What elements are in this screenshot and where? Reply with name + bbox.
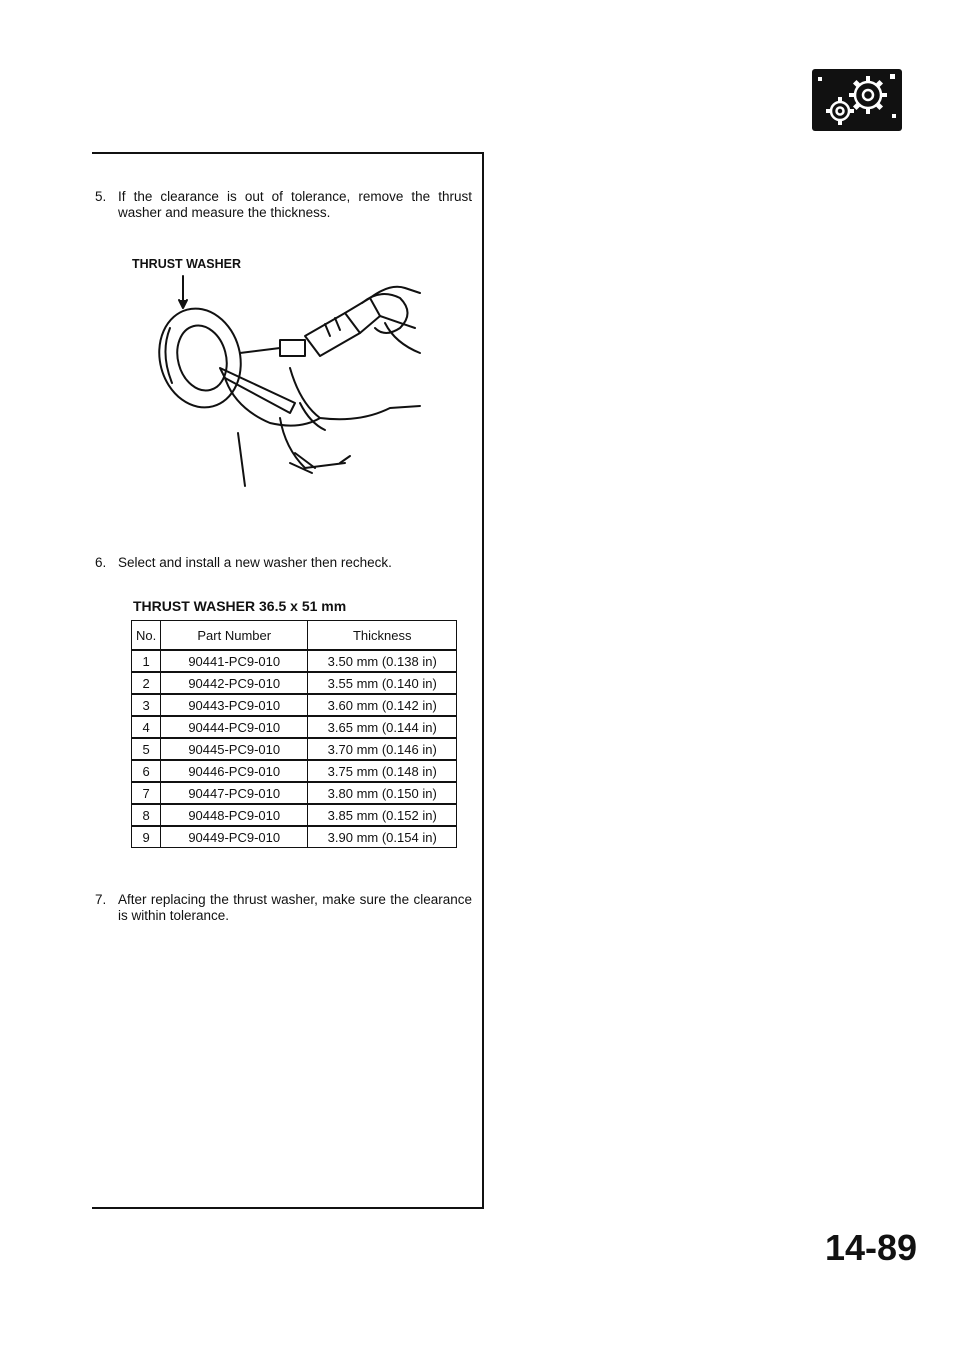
- table-row: [132, 738, 457, 760]
- row-no: 9: [132, 826, 161, 848]
- header-thickness: Thickness: [308, 621, 457, 651]
- gears-icon: [812, 69, 902, 131]
- table-row: [132, 804, 457, 826]
- header-part-number: Part Number: [161, 621, 308, 651]
- step-number: 7.: [95, 892, 107, 907]
- frame-top-rule: [92, 152, 484, 154]
- page-number: 14-89: [825, 1227, 918, 1268]
- row-part-number: 90446-PC9-010: [161, 760, 308, 782]
- step-number: 5.: [95, 189, 107, 204]
- table-row: [132, 716, 457, 738]
- thrust-washer-table: [131, 620, 457, 848]
- row-part-number: 90441-PC9-010: [161, 650, 308, 672]
- table-row: [132, 650, 457, 672]
- row-part-number: 90443-PC9-010: [161, 694, 308, 716]
- step-text: After replacing the thrust washer, make sure the clearance is within tolerance.: [118, 892, 472, 923]
- row-thickness: 3.85 mm (0.152 in): [308, 804, 457, 826]
- row-no: 2: [132, 672, 161, 694]
- row-thickness: 3.90 mm (0.154 in): [308, 826, 457, 848]
- row-no: 6: [132, 760, 161, 782]
- row-no: 7: [132, 782, 161, 804]
- micrometer-measuring-washer-illustration: [130, 258, 440, 488]
- table-row: [132, 782, 457, 804]
- step-number: 6.: [95, 555, 107, 570]
- row-thickness: 3.55 mm (0.140 in): [308, 672, 457, 694]
- step-text: If the clearance is out of tolerance, remove the thrust washer and measure the thickness.: [118, 189, 472, 220]
- row-part-number: 90445-PC9-010: [161, 738, 308, 760]
- row-no: 3: [132, 694, 161, 716]
- frame-bottom-rule: [92, 1207, 484, 1209]
- row-thickness: 3.65 mm (0.144 in): [308, 716, 457, 738]
- row-no: 5: [132, 738, 161, 760]
- row-thickness: 3.50 mm (0.138 in): [308, 650, 457, 672]
- row-part-number: 90447-PC9-010: [161, 782, 308, 804]
- row-no: 1: [132, 650, 161, 672]
- header-no: No.: [132, 621, 161, 651]
- table-title: THRUST WASHER 36.5 x 51 mm: [133, 598, 347, 614]
- table-row: [132, 760, 457, 782]
- row-no: 4: [132, 716, 161, 738]
- table-row: [132, 672, 457, 694]
- row-thickness: 3.70 mm (0.146 in): [308, 738, 457, 760]
- table-header-row: [132, 621, 457, 651]
- row-no: 8: [132, 804, 161, 826]
- table-row: [132, 826, 457, 848]
- row-part-number: 90444-PC9-010: [161, 716, 308, 738]
- row-thickness: 3.80 mm (0.150 in): [308, 782, 457, 804]
- row-thickness: 3.75 mm (0.148 in): [308, 760, 457, 782]
- row-part-number: 90449-PC9-010: [161, 826, 308, 848]
- row-part-number: 90448-PC9-010: [161, 804, 308, 826]
- row-thickness: 3.60 mm (0.142 in): [308, 694, 457, 716]
- thrust-washer-label: THRUST WASHER: [132, 257, 242, 271]
- table-row: [132, 694, 457, 716]
- step-text: Select and install a new washer then recheck.: [118, 555, 392, 570]
- row-part-number: 90442-PC9-010: [161, 672, 308, 694]
- frame-right-rule: [482, 152, 484, 1209]
